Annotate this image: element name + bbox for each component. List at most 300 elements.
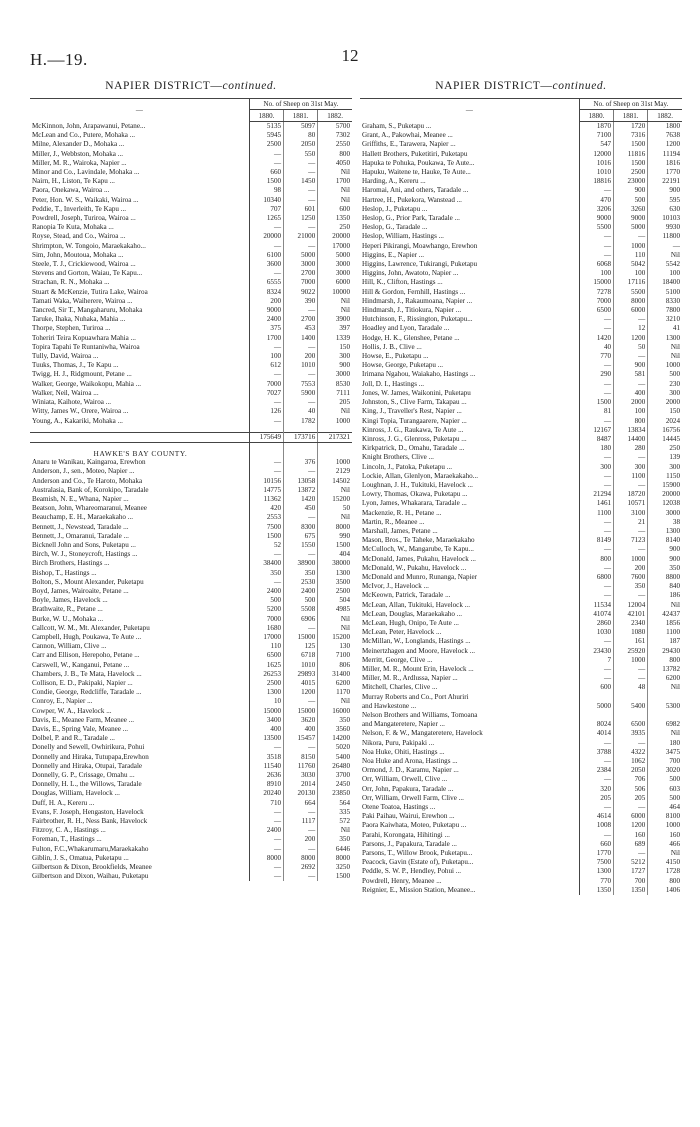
sheep-count-cell: 1100 <box>614 472 648 481</box>
sheep-count-cell: 500 <box>284 596 318 605</box>
table-row <box>30 771 352 780</box>
table-row <box>360 426 682 435</box>
sheep-count-cell: 8024 <box>579 720 613 729</box>
table-row <box>360 555 682 564</box>
sheep-count-cell: 3700 <box>335 771 350 780</box>
sheep-count-cell: 710 <box>249 799 283 808</box>
sheep-count-cell: — <box>579 472 613 481</box>
table-row <box>30 707 352 716</box>
owner-cell: Campbell, Hugh, Poukawa, Te Aute ... <box>30 633 249 642</box>
table-row <box>360 407 682 416</box>
sheep-count-cell: 1300 <box>335 568 350 577</box>
sheep-count-cell: 18720 <box>614 490 648 499</box>
sheep-count-cell <box>579 693 613 702</box>
sheep-count-cell: — <box>249 370 283 379</box>
owner-cell: Walker, George, Waikokopu, Mahia ... <box>30 380 249 389</box>
owner-cell: Topira Tapahi Te Runtaniwha, Wairoa <box>30 343 249 352</box>
owner-cell: Heslop, G., Taradale ... <box>360 223 579 232</box>
sheep-count-cell: 2500 <box>614 168 648 177</box>
sheep-count-cell: 900 <box>669 554 680 563</box>
owner-cell: Orr, John, Papakura, Taradale ... <box>360 785 579 794</box>
sheep-count-cell <box>614 711 648 720</box>
table-row <box>360 223 682 232</box>
sheep-count-cell: 11816 <box>614 150 648 159</box>
table-row <box>360 297 682 306</box>
owner-cell: Tamati Waka, Waiherere, Wairoa ... <box>30 297 249 306</box>
sheep-count-cell: 7100 <box>579 131 613 140</box>
sheep-count-cell: 2450 <box>335 780 350 789</box>
sheep-count-cell: 1300 <box>249 688 283 697</box>
sheep-count-cell: 15200 <box>332 632 350 641</box>
sheep-count-cell: 17116 <box>614 278 648 287</box>
sheep-count-cell: 26480 <box>332 761 350 770</box>
sheep-count-cell: 1406 <box>665 885 680 894</box>
table-row <box>360 683 682 692</box>
table-row <box>360 490 682 499</box>
sheep-count-cell: 706 <box>614 775 648 784</box>
sheep-count-cell: Nil <box>340 195 350 204</box>
table-row <box>30 670 352 679</box>
year-header: 1881. <box>614 110 648 122</box>
owner-cell: Miller, J., Webbston, Mohaka ... <box>30 150 249 159</box>
sheep-count-cell: 1350 <box>579 886 613 895</box>
owner-cell: Bennett, J., Omaranui, Taradale ... <box>30 532 249 541</box>
owner-cell: Nikora, Puru, Pakipaki ... <box>360 739 579 748</box>
page-number: 12 <box>341 46 359 65</box>
owner-cell: Brathwaite, R., Petane ... <box>30 605 249 614</box>
sheep-count-cell: Nil <box>340 826 350 835</box>
sheep-count-cell: Nil <box>340 485 350 494</box>
sheep-count-cell: 1000 <box>335 416 350 425</box>
sheep-count-cell: 9000 <box>579 214 613 223</box>
sheep-count-cell: 8150 <box>284 753 318 762</box>
right-title-text: NAPIER DISTRICT— <box>435 80 553 92</box>
sheep-count-cell: 2400 <box>284 587 318 596</box>
table-row <box>30 242 352 251</box>
sheep-count-cell: — <box>284 223 318 232</box>
owner-cell: Loughnan, J. H., Tukituki, Havelock ... <box>360 481 579 490</box>
table-row <box>360 720 682 729</box>
sheep-count-cell: — <box>579 757 613 766</box>
owner-cell: Nelson, F. & W., Mangateretere, Havelock <box>360 729 579 738</box>
sheep-count-cell: 770 <box>579 877 613 886</box>
sheep-count-cell: 8100 <box>665 812 680 821</box>
sheep-count-cell: 2550 <box>335 140 350 149</box>
owner-cell: Reignier, E., Mission Station, Meanee... <box>360 886 579 895</box>
sheep-count-cell: 38 <box>672 517 680 526</box>
sheep-count-cell: 13872 <box>284 486 318 495</box>
table-row <box>360 785 682 794</box>
sheep-count-cell: 160 <box>614 831 648 840</box>
owner-cell: Heperi Pikirangi, Moawhango, Erewhon <box>360 242 579 251</box>
sheep-count-cell: — <box>579 361 613 370</box>
sheep-count-cell: — <box>249 398 283 407</box>
total-cell: 175649 <box>249 432 283 442</box>
owner-cell: and Hawkestone ... <box>360 702 579 711</box>
owner-cell: Davis, E., Spring Vale, Meanee ... <box>30 725 249 734</box>
sheep-count-cell: 10103 <box>662 214 680 223</box>
sheep-count-cell: 572 <box>339 817 350 826</box>
owner-cell: Otene Toatoa, Hastings ... <box>360 803 579 812</box>
table-row <box>360 324 682 333</box>
owner-cell: Beamish, N. E., Whana, Napier ... <box>30 495 249 504</box>
owner-cell: Strachan, R. N., Mohaka ... <box>30 278 249 287</box>
sheep-count-cell: — <box>249 467 283 476</box>
table-row <box>360 849 682 858</box>
table-row <box>360 647 682 656</box>
table-row <box>360 389 682 398</box>
table-row <box>30 389 352 398</box>
sheep-count-cell: 404 <box>339 550 350 559</box>
sheep-count-cell: 7123 <box>614 536 648 545</box>
sheep-count-cell: 600 <box>339 204 350 213</box>
sheep-count-cell: 2129 <box>335 467 350 476</box>
sheep-count-cell: 700 <box>669 757 680 766</box>
sheep-count-cell: 689 <box>614 840 648 849</box>
sheep-count-cell: — <box>249 743 283 752</box>
sheep-count-cell: 6000 <box>335 278 350 287</box>
sheep-count-cell: 6446 <box>335 844 350 853</box>
sheep-count-cell: 15200 <box>332 494 350 503</box>
sheep-count-cell: 1625 <box>249 661 283 670</box>
table-row <box>360 582 682 591</box>
sheep-count-cell: 110 <box>249 642 283 651</box>
table-row <box>360 186 682 195</box>
owner-cell: Lyon, James, Whakarara, Taradale ... <box>360 499 579 508</box>
sheep-count-cell <box>648 711 682 720</box>
sheep-count-cell: 7638 <box>665 131 680 140</box>
right-title-suffix: continued. <box>552 80 607 92</box>
sheep-count-cell: 5200 <box>249 605 283 614</box>
owner-cell: Fitzroy, C. A., Hastings ... <box>30 826 249 835</box>
owner-cell: Hill, K., Clifton, Hastings ... <box>360 278 579 287</box>
owner-cell: Higgins, John, Awatoto, Napier ... <box>360 269 579 278</box>
table-row <box>360 232 682 241</box>
sheep-count-cell: — <box>579 775 613 784</box>
sheep-count-cell: 17000 <box>249 633 283 642</box>
left-title-text: NAPIER DISTRICT— <box>105 80 223 92</box>
sheep-count-cell: 2530 <box>284 578 318 587</box>
table-row <box>30 633 352 642</box>
table-row <box>30 251 352 260</box>
sheep-count-cell: 1000 <box>614 555 648 564</box>
sheep-count-cell: 300 <box>669 462 680 471</box>
sheep-count-cell: 500 <box>669 793 680 802</box>
sheep-count-cell: 14400 <box>614 435 648 444</box>
owner-cell: Duff, H. A., Kereru ... <box>30 799 249 808</box>
sheep-count-cell: 3000 <box>335 269 350 278</box>
table-row <box>30 550 352 559</box>
sheep-count-cell: 601 <box>284 205 318 214</box>
table-row <box>360 315 682 324</box>
sheep-count-cell: 1782 <box>284 417 318 426</box>
sheep-count-cell: 290 <box>579 370 613 379</box>
sheep-count-cell: 840 <box>669 582 680 591</box>
sheep-count-cell: 900 <box>339 361 350 370</box>
table-row <box>30 196 352 205</box>
owner-cell: Parsons, J., Papakura, Taradale ... <box>360 840 579 849</box>
table-row <box>360 831 682 840</box>
sheep-count-cell: 6906 <box>284 615 318 624</box>
section-title: HAWKE'S BAY COUNTY. <box>30 449 249 458</box>
sheep-count-cell: 500 <box>669 775 680 784</box>
sheep-count-cell: 13500 <box>249 734 283 743</box>
sheep-count-cell: 5000 <box>579 702 613 711</box>
owner-cell: Mason, Bros., Te Taheke, Maraekakaho <box>360 536 579 545</box>
owner-cell: Powdrell, Joseph, Turiroa, Wairoa ... <box>30 214 249 223</box>
sheep-count-cell: 806 <box>339 660 350 669</box>
table-row <box>360 637 682 646</box>
owner-cell: Tancred, Sir T., Mangaharuru, Mohaka <box>30 306 249 315</box>
sheep-count-cell: 9022 <box>284 288 318 297</box>
table-row <box>360 278 682 287</box>
sheep-count-cell: — <box>579 674 613 683</box>
sheep-count-cell: 450 <box>284 504 318 513</box>
owner-cell: Carr and Ellison, Herepoho, Petane ... <box>30 651 249 660</box>
sheep-count-cell: 1062 <box>614 757 648 766</box>
owner-cell: Stevens and Gorton, Waiau, Te Kapu... <box>30 269 249 278</box>
sheep-count-cell: 5508 <box>284 605 318 614</box>
owner-cell: Chambers, J. B., Te Mata, Havelock ... <box>30 670 249 679</box>
sheep-count-cell: 5500 <box>614 288 648 297</box>
owner-cell: McCulloch, W., Mangarube, Te Kapu... <box>360 545 579 554</box>
sheep-count-cell: 21294 <box>579 490 613 499</box>
owner-cell: Carswell, W., Kanganui, Petane ... <box>30 661 249 670</box>
table-row <box>30 370 352 379</box>
table-row <box>30 863 352 872</box>
sheep-count-cell: 5900 <box>284 389 318 398</box>
page-reference: H.—19. <box>30 50 88 69</box>
table-row <box>30 122 352 132</box>
sheep-count-cell: 5400 <box>614 702 648 711</box>
sheep-count-cell: 40 <box>579 343 613 352</box>
table-row <box>360 435 682 444</box>
sheep-count-cell: 1461 <box>579 499 613 508</box>
sheep-count-cell: Nil <box>340 697 350 706</box>
table-row <box>360 242 682 251</box>
sheep-count-cell: 2340 <box>614 619 648 628</box>
sheep-count-cell: — <box>249 150 283 159</box>
sheep-count-cell: 6200 <box>335 678 350 687</box>
sheep-count-cell: 300 <box>614 463 648 472</box>
sheep-count-cell: 12 <box>614 324 648 333</box>
sheep-count-cell: 335 <box>339 807 350 816</box>
sheep-count-cell: Nil <box>670 250 680 259</box>
sheep-count-cell: 17000 <box>332 241 350 250</box>
table-row <box>30 504 352 513</box>
owner-cell: Gilbertson & Dixon, Brookfields, Meanee <box>30 863 249 872</box>
owner-cell: Lincoln, J., Patoka, Puketapu ... <box>360 463 579 472</box>
sheep-count-cell: 612 <box>249 361 283 370</box>
sheep-count-cell: 130 <box>339 642 350 651</box>
sheep-count-cell: — <box>284 370 318 379</box>
owner-cell: Parahi, Korongata, Hihitingi ... <box>360 831 579 840</box>
table-row <box>360 472 682 481</box>
sheep-count-header: No. of Sheep on 31st May. <box>249 99 352 110</box>
sheep-count-cell: 7111 <box>336 388 350 397</box>
table-row <box>30 835 352 844</box>
sheep-count-cell: 6068 <box>579 260 613 269</box>
sheep-count-cell: 6100 <box>249 251 283 260</box>
sheep-count-cell: 7027 <box>249 389 283 398</box>
owner-cell: Murray Roberts and Co., Port Ahuriri <box>360 693 579 702</box>
table-row <box>30 872 352 881</box>
left-column <box>30 78 352 881</box>
sheep-count-cell: 11540 <box>249 762 283 771</box>
sheep-count-cell: 1000 <box>614 656 648 665</box>
sheep-count-cell: 350 <box>669 563 680 572</box>
sheep-count-cell: 7278 <box>579 288 613 297</box>
owner-cell: Powdrell, Henry, Meanee ... <box>360 877 579 886</box>
sheep-count-cell: 6500 <box>579 306 613 315</box>
sheep-count-cell: 3620 <box>284 716 318 725</box>
table-row <box>360 867 682 876</box>
sheep-count-cell: 8300 <box>284 523 318 532</box>
sheep-count-cell: — <box>249 872 283 881</box>
owner-cell: Kirkpatrick, D., Omahu, Taradale ... <box>360 444 579 453</box>
sheep-count-cell: 3206 <box>579 205 613 214</box>
owner-cell: Merritt, George, Clive ... <box>360 656 579 665</box>
table-row <box>30 186 352 195</box>
table-row <box>30 495 352 504</box>
table-row <box>30 361 352 370</box>
sheep-count-cell: 1700 <box>335 177 350 186</box>
sheep-count-cell: 1100 <box>666 628 680 637</box>
sheep-count-cell <box>579 711 613 720</box>
sheep-count-cell: 14200 <box>332 734 350 743</box>
owner-cell: Hapuka te Pohuka, Poukawa, Te Aute... <box>360 159 579 168</box>
year-header: 1882. <box>648 110 682 122</box>
sheep-count-cell: 1500 <box>614 159 648 168</box>
table-row <box>360 886 682 895</box>
sheep-count-cell: Nil <box>340 296 350 305</box>
sheep-count-cell: 100 <box>669 269 680 278</box>
sheep-count-cell: — <box>284 168 318 177</box>
owner-cell: Beauchamp, E. H., Maraekakaho ... <box>30 513 249 522</box>
table-row <box>30 131 352 140</box>
sheep-count-cell: — <box>614 315 648 324</box>
owner-cell: Harding, A., Kereru ... <box>360 177 579 186</box>
sheep-count-cell: 2700 <box>284 315 318 324</box>
sheep-count-cell: 1720 <box>614 122 648 132</box>
sheep-count-cell: 14775 <box>249 486 283 495</box>
table-row <box>30 624 352 633</box>
sheep-count-cell: 4614 <box>579 812 613 821</box>
sheep-count-cell: Nil <box>340 186 350 195</box>
sheep-count-cell: 1500 <box>335 872 350 881</box>
sheep-count-cell: 1816 <box>665 158 680 167</box>
sheep-count-cell: 2500 <box>249 140 283 149</box>
sheep-count-cell: 3935 <box>614 729 648 738</box>
empty-cell <box>249 449 283 458</box>
table-row <box>30 587 352 596</box>
sheep-count-cell: 1500 <box>249 177 283 186</box>
sheep-count-cell: 500 <box>614 196 648 205</box>
table-row <box>30 407 352 416</box>
owner-cell: Kingi Topia, Turangaarere, Napier ... <box>360 417 579 426</box>
sheep-count-cell: 8530 <box>335 379 350 388</box>
sheep-count-cell: 21 <box>614 518 648 527</box>
sheep-count-cell: 300 <box>579 463 613 472</box>
owner-cell: Walker, Neil, Wairoa ... <box>30 389 249 398</box>
sheep-count-cell: 600 <box>579 683 613 692</box>
table-row <box>360 665 682 674</box>
sheep-count-cell: 3000 <box>335 260 350 269</box>
sheep-count-cell: — <box>284 513 318 522</box>
owner-cell: Parsons, T., Willow Brook, Puketapu... <box>360 849 579 858</box>
owner-cell: Haromai, Ani, and others, Taradale ... <box>360 186 579 195</box>
owner-cell: Noa Huke and Arona, Hastings ... <box>360 757 579 766</box>
sheep-count-cell: 5300 <box>665 701 680 710</box>
sheep-count-cell: 1200 <box>614 821 648 830</box>
sheep-count-cell: 48 <box>614 683 648 692</box>
sheep-count-cell: — <box>249 835 283 844</box>
sheep-count-cell: 500 <box>249 596 283 605</box>
sheep-count-cell: 1000 <box>614 242 648 251</box>
sheep-count-cell: — <box>579 186 613 195</box>
table-row <box>30 380 352 389</box>
table-row <box>30 269 352 278</box>
owner-cell: Noa Huke, Ohiti, Hastings ... <box>360 748 579 757</box>
owner-cell: Witty, James W., Orere, Wairoa ... <box>30 407 249 416</box>
sheep-count-cell: 1300 <box>665 333 680 342</box>
sheep-count-cell: 2024 <box>665 416 680 425</box>
sheep-count-cell: 1350 <box>335 214 350 223</box>
sheep-count-cell: — <box>614 527 648 536</box>
table-row <box>360 821 682 830</box>
sheep-count-cell: 8000 <box>335 522 350 531</box>
sheep-count-cell: 8324 <box>249 288 283 297</box>
owner-cell: Orr, William, Orwell, Clive ... <box>360 775 579 784</box>
sheep-count-cell: 5042 <box>614 260 648 269</box>
owner-cell: Paora, Onekawa, Wairoa ... <box>30 186 249 195</box>
sheep-count-cell: 18816 <box>579 177 613 186</box>
owner-cell: Peddie, T., Inverleith, Te Kapu ... <box>30 205 249 214</box>
sheep-count-cell: 390 <box>284 297 318 306</box>
sheep-count-cell: 21000 <box>284 232 318 241</box>
sheep-count-cell: — <box>614 481 648 490</box>
sheep-count-cell: 5097 <box>284 122 318 132</box>
owner-cell: Irimana Ngahou, Waiakaho, Hastings ... <box>360 370 579 379</box>
sheep-count-cell: — <box>249 223 283 232</box>
table-row <box>30 306 352 315</box>
table-row <box>30 398 352 407</box>
sheep-count-cell: 6555 <box>249 278 283 287</box>
sheep-count-cell: — <box>284 186 318 195</box>
table-row <box>360 775 682 784</box>
sheep-count-cell: 9000 <box>249 306 283 315</box>
sheep-count-cell: 22191 <box>662 177 680 186</box>
table-row <box>360 877 682 886</box>
sheep-count-cell: 1010 <box>579 168 613 177</box>
sheep-count-cell: 1100 <box>579 509 613 518</box>
sheep-count-cell: 2400 <box>249 315 283 324</box>
owner-cell: Birch Brothers, Hastings ... <box>30 559 249 568</box>
sheep-count-cell: 110 <box>614 251 648 260</box>
sheep-count-cell: — <box>284 196 318 205</box>
owner-cell: Grant, A., Pakowhai, Meanee ... <box>360 131 579 140</box>
sheep-count-cell: 2553 <box>249 513 283 522</box>
owner-cell: Birch, W. J., Stoneycroft, Hastings ... <box>30 550 249 559</box>
sheep-count-cell: — <box>284 550 318 559</box>
sheep-count-cell: 453 <box>284 324 318 333</box>
sheep-count-cell: 8800 <box>665 572 680 581</box>
owner-cell: Orr, William, Orwell Farm, Clive ... <box>360 794 579 803</box>
table-row <box>30 569 352 578</box>
table-row <box>360 748 682 757</box>
table-row <box>360 251 682 260</box>
sheep-count-cell: 8000 <box>614 297 648 306</box>
